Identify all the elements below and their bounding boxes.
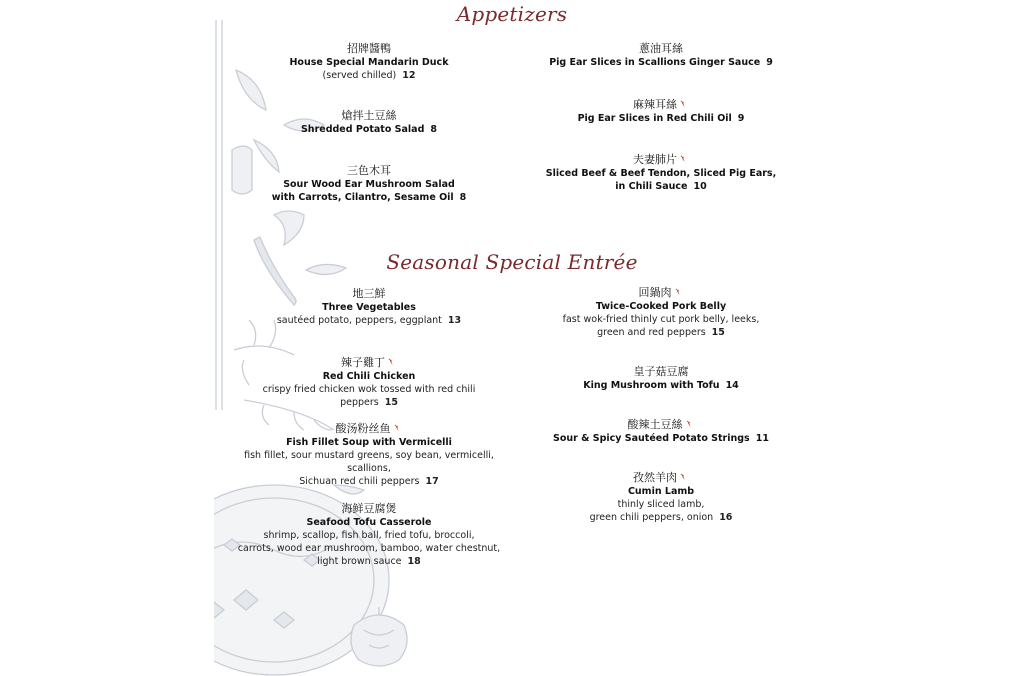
item-name-cn: 辣子雞丁: [341, 356, 385, 369]
menu-item-king-mushroom-tofu: [526, 365, 796, 392]
item-price: 9: [766, 57, 773, 68]
menu-item-pig-ear-scallion: [526, 42, 796, 69]
menu-item-sour-spicy-potato: [526, 418, 796, 445]
item-desc: fast wok-fried thinly cut pork belly, leeks,: [562, 314, 760, 325]
item-price: 12: [402, 70, 416, 81]
item-name-cn: 酸汤粉丝鱼: [335, 422, 391, 435]
item-desc: crispy fried chicken wok tossed with red chili peppers: [262, 384, 476, 408]
item-name-cn: 招牌醬鴨: [347, 42, 391, 55]
item-name-cn: 三色木耳: [347, 164, 391, 177]
item-desc-3: light brown sauce: [317, 556, 402, 567]
item-price: 11: [755, 433, 769, 444]
item-price: 17: [425, 476, 439, 487]
item-name-cn: 地三鮮: [352, 287, 386, 300]
menu-item-seafood-tofu-casserole: [234, 502, 504, 568]
item-desc: sautéed potato, peppers, eggplant: [276, 315, 442, 326]
item-price: 8: [459, 192, 467, 203]
item-name-cn: 海鲜豆腐煲: [341, 502, 397, 515]
menu-item-sliced-beef-tendon: [526, 153, 796, 193]
item-desc-2: green chili peppers, onion: [589, 512, 714, 523]
item-name-cn: 孜然羊肉: [633, 471, 677, 484]
item-desc: shrimp, scallop, fish ball, fried tofu, broccoli,: [263, 530, 475, 541]
item-desc: (served chilled): [322, 70, 397, 81]
item-name-en: Cumin Lamb: [627, 486, 695, 497]
item-desc: fish fillet, sour mustard greens, soy bean, vermicelli, scallions,: [244, 450, 494, 474]
menu-item-twice-cooked-pork: [526, 286, 796, 339]
item-name-en-2: in Chili Sauce: [615, 181, 688, 192]
item-price: 15: [711, 327, 725, 338]
item-name-cn: 酸辣土豆絲: [627, 418, 683, 431]
chili-icon: [680, 155, 689, 164]
item-desc-2: green and red peppers: [597, 327, 706, 338]
item-name-cn: 夫妻肺片: [633, 153, 677, 166]
item-name-en: Seafood Tofu Casserole: [306, 517, 432, 528]
item-name-en: Twice-Cooked Pork Belly: [595, 301, 727, 312]
item-name-en: Sour & Spicy Sautéed Potato Strings: [553, 433, 750, 444]
item-name-en: Sour Wood Ear Mushroom Salad: [283, 179, 455, 190]
menu-item-pig-ear-chili: [526, 98, 796, 125]
menu-item-shredded-potato-salad: [234, 109, 504, 136]
item-name-cn: 皇子菇豆腐: [633, 365, 689, 378]
item-desc-2: carrots, wood ear mushroom, bamboo, water chestnut,: [237, 543, 501, 554]
item-price: 10: [693, 181, 707, 192]
item-name-cn: 麻辣耳絲: [633, 98, 677, 111]
menu-item-fish-fillet-soup: [234, 422, 504, 488]
item-name-cn: 回鍋肉: [638, 286, 672, 299]
item-name-en: King Mushroom with Tofu: [583, 380, 720, 391]
menu-item-mandarin-duck: [234, 42, 504, 82]
item-price: 14: [725, 380, 739, 391]
menu-item-three-vegetables: [234, 287, 504, 327]
item-price: 13: [447, 315, 462, 326]
item-price: 16: [719, 512, 733, 523]
chili-icon: [675, 288, 684, 297]
item-name-en: House Special Mandarin Duck: [289, 57, 449, 68]
item-price: 8: [430, 124, 438, 135]
item-name-en: Sliced Beef & Beef Tendon, Sliced Pig Ears,: [545, 168, 777, 179]
chili-icon: [680, 100, 689, 109]
seasonal-title: Seasonal Special Entrée: [386, 250, 638, 274]
item-name-en: Red Chili Chicken: [322, 371, 416, 382]
menu-item-wood-ear-salad: [234, 164, 504, 204]
item-name-en: Fish Fillet Soup with Vermicelli: [286, 437, 452, 448]
item-name-en: Three Vegetables: [322, 302, 416, 313]
item-name-cn: 蔥油耳絲: [639, 42, 683, 55]
item-price: 18: [407, 556, 421, 567]
item-price: 9: [737, 113, 745, 124]
item-price: 15: [384, 397, 398, 408]
item-name-en: Pig Ear Slices in Scallions Ginger Sauce: [549, 57, 761, 68]
appetizers-title: Appetizers: [456, 2, 568, 26]
item-name-cn: 熗拌土豆絲: [341, 109, 397, 122]
chili-icon: [680, 473, 689, 482]
chili-icon: [394, 424, 403, 433]
chili-icon: [388, 358, 397, 367]
menu-item-red-chili-chicken: [234, 356, 504, 409]
item-desc: thinly sliced lamb,: [617, 499, 705, 510]
item-name-en: Shredded Potato Salad: [300, 124, 425, 135]
chili-icon: [686, 420, 695, 429]
item-desc-2: Sichuan red chili peppers: [299, 476, 420, 487]
menu-page: [214, 0, 810, 676]
menu-item-cumin-lamb: [526, 471, 796, 524]
item-name-en: Pig Ear Slices in Red Chili Oil: [577, 113, 732, 124]
item-name-en-2: with Carrots, Cilantro, Sesame Oil: [271, 192, 454, 203]
